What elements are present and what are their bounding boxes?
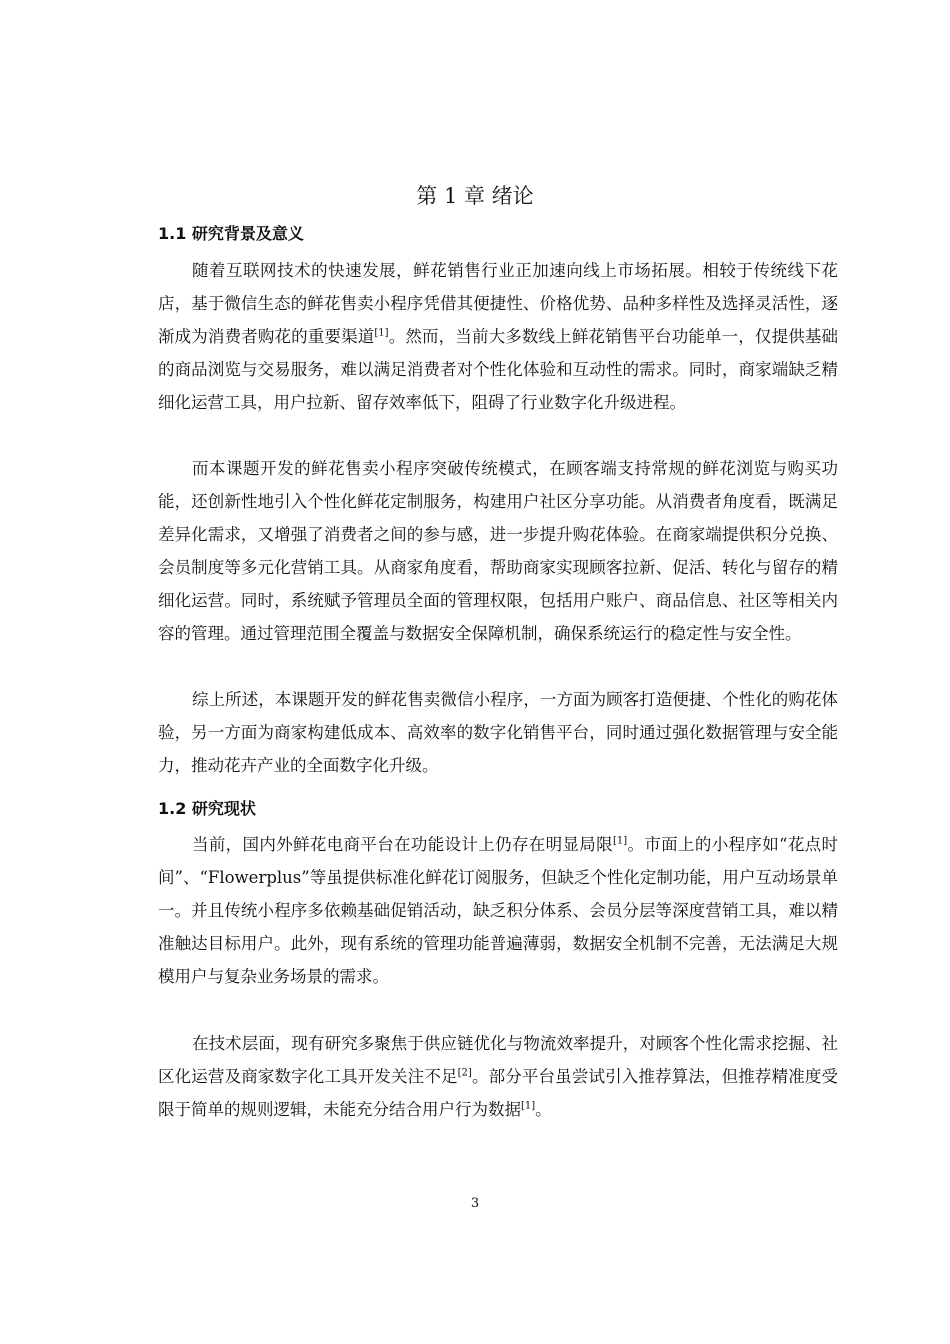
paragraph-text: 随着互联网技术的快速发展，鲜花销售行业正加速向线上市场拓展。相较于传统线下花店，基于微信生态的鲜花售卖小程序凭借其便捷性、价格优势、品种多样性及选择灵活性，逐渐成为消费者购花的重要渠道 (158, 261, 838, 346)
paragraph (158, 1027, 838, 1126)
citation: [1] (521, 1100, 536, 1112)
paragraph-text: 。然而，当前大多数线上鲜花销售平台功能单一，仅提供基础的商品浏览与交易服务，难以满足消费者对个性化体验和互动性的需求。同时，商家端缺乏精细化运营工具，用户拉新、留存效率低下，阻碍了行业数字化升级进程。 (158, 327, 839, 412)
paragraph (158, 828, 838, 993)
paragraph-text: 当前，国内外鲜花电商平台在功能设计上仍存在明显局限 (192, 835, 613, 854)
paragraph: 而本课题开发的鲜花售卖小程序突破传统模式，在顾客端支持常规的鲜花浏览与购买功能，还创新性地引入个性化鲜花定制服务，构建用户社区分享功能。从消费者角度看，既满足差异化需求，又增强了消费者之间的参与感，进一步提升购花体验。在商家端提供积分兑换、会员制度等多元化营销工具。从商家角度看，帮助商家实现顾客拉新、促活、转化与留存的精细化运营。同时，系统赋予管理员全面的管理权限，包括用户账户、商品信息、社区等相关内容的管理。通过管理范围全覆盖与数据安全保障机制，确保系统运行的稳定性与安全性。 (158, 459, 838, 643)
paragraph: 综上所述，本课题开发的鲜花售卖微信小程序，一方面为顾客打造便捷、个性化的购花体验，另一方面为商家构建低成本、高效率的数字化销售平台，同时通过强化数据管理与安全能力，推动花卉产业的全面数字化升级。 (158, 690, 838, 775)
page-number: 3 (470, 1196, 480, 1211)
citation: [1] (374, 327, 389, 339)
section-heading-1-1: 1.1 研究背景及意义 (158, 224, 304, 243)
citation: [2] (457, 1067, 472, 1079)
paragraph-text: 在技术层面，现有研究多聚焦于供应链优化与物流效率提升，对顾客个性化需求挖掘、社区化运营及商家数字化工具开发关注不足 (158, 1034, 838, 1086)
paragraph-text: 。市面上的小程序如“花点时间”、“Flowerplus”等虽提供标准化鲜花订阅服务，但缺乏个性化定制功能，用户互动场景单一。并且传统小程序多依赖基础促销活动，缺乏积分体系、会员分层等深度营销工具，难以精准触达目标用户。此外，现有系统的管理功能普遍薄弱，数据安全机制不完善，无法满足大规模用户与复杂业务场景的需求。 (158, 835, 839, 986)
section-heading-1-2: 1.2 研究现状 (158, 799, 256, 818)
paragraph-text: 。 (535, 1100, 552, 1119)
citation: [1] (612, 835, 628, 847)
chapter-title: 第 1 章 绪论 (416, 184, 534, 208)
paragraph-text: 。部分平台虽尝试引入推荐算法，但推荐精准度受限于简单的规则逻辑，未能充分结合用户行为数据 (158, 1067, 839, 1119)
paragraph (158, 254, 838, 419)
